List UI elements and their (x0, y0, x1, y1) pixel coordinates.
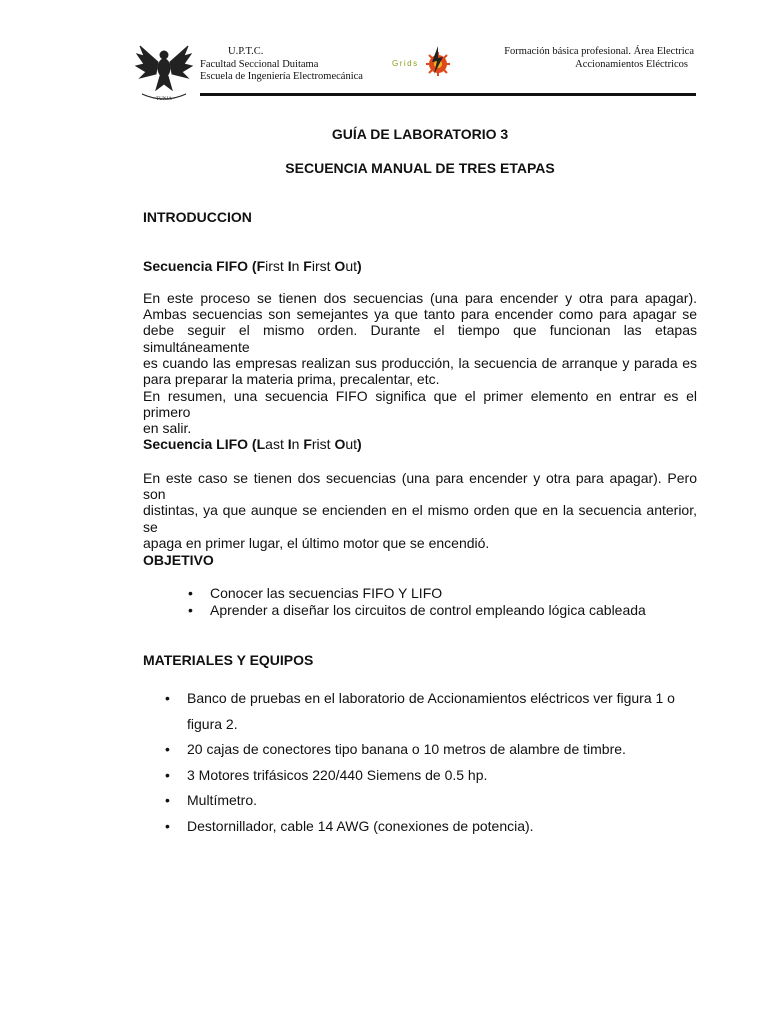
list-item: • Multímetro. (187, 788, 675, 814)
objective-heading: OBJETIVO (143, 552, 214, 568)
page-subtitle: SECUENCIA MANUAL DE TRES ETAPAS (285, 160, 555, 176)
header-university: U.P.T.C. (228, 46, 264, 57)
materials-list (187, 686, 675, 839)
fifo-summary: En resumen, una secuencia FIFO significa que el primer elemento en entrar es el primero en salir. (143, 388, 697, 437)
grids-logo (392, 42, 456, 82)
header-subject: Accionamientos Eléctricos (575, 58, 688, 70)
page-title: GUÍA DE LABORATORIO 3 (331, 126, 509, 142)
svg-text:Grids: Grids (392, 59, 419, 68)
lifo-heading: Secuencia LIFO (Last In Frist Out) (143, 436, 362, 452)
list-item: • Destornillador, cable 14 AWG (conexiones de potencia). (187, 814, 675, 840)
header-institution (200, 46, 363, 84)
list-item: • 3 Motores trifásicos 220/440 Siemens de 0.5 hp. (187, 763, 675, 789)
lifo-paragraph: En este caso se tienen dos secuencias (una para encender y otra para apagar). Pero son distintas, ya que aunque se encienden en el mismo orden que en la secuencia anterior, se apaga en primer lugar, el último motor que se encendió. (143, 470, 697, 551)
list-item: • Aprender a diseñar los circuitos de control empleando lógica cableada (210, 602, 646, 619)
header-divider (200, 93, 696, 96)
fifo-heading: Secuencia FIFO (First In First Out) (143, 258, 362, 274)
list-item: • 20 cajas de conectores tipo banana o 10 metros de alambre de timbre. (187, 737, 675, 763)
header-school: Escuela de Ingeniería Electromecánica (200, 71, 363, 82)
intro-heading: INTRODUCCION (143, 209, 252, 225)
objective-list (210, 585, 646, 619)
list-item: • Conocer las secuencias FIFO Y LIFO (210, 585, 646, 602)
materials-heading: MATERIALES Y EQUIPOS (143, 652, 314, 668)
university-crest-logo (134, 38, 194, 104)
header-program: Formación básica profesional. Área Electrica (504, 46, 694, 57)
svg-text:TUNJA: TUNJA (156, 97, 172, 102)
header-faculty: Facultad Seccional Duitama (200, 58, 319, 70)
list-item: • Banco de pruebas en el laboratorio de Accionamientos eléctricos ver figura 1 o figura 2. (187, 686, 675, 737)
header-course (470, 46, 694, 71)
fifo-paragraph: En este proceso se tienen dos secuencias (una para encender y otra para apagar). Ambas secuencias son semejantes ya que tanto para encender como para apagar se debe seguir el mismo orden. Durante el tiempo que funcionan las etapas simultáneamente es cuando las empresas realizan sus producción, la secuencia de arranque y parada es para preparar la materia prima, precalentar, etc. (143, 290, 697, 388)
